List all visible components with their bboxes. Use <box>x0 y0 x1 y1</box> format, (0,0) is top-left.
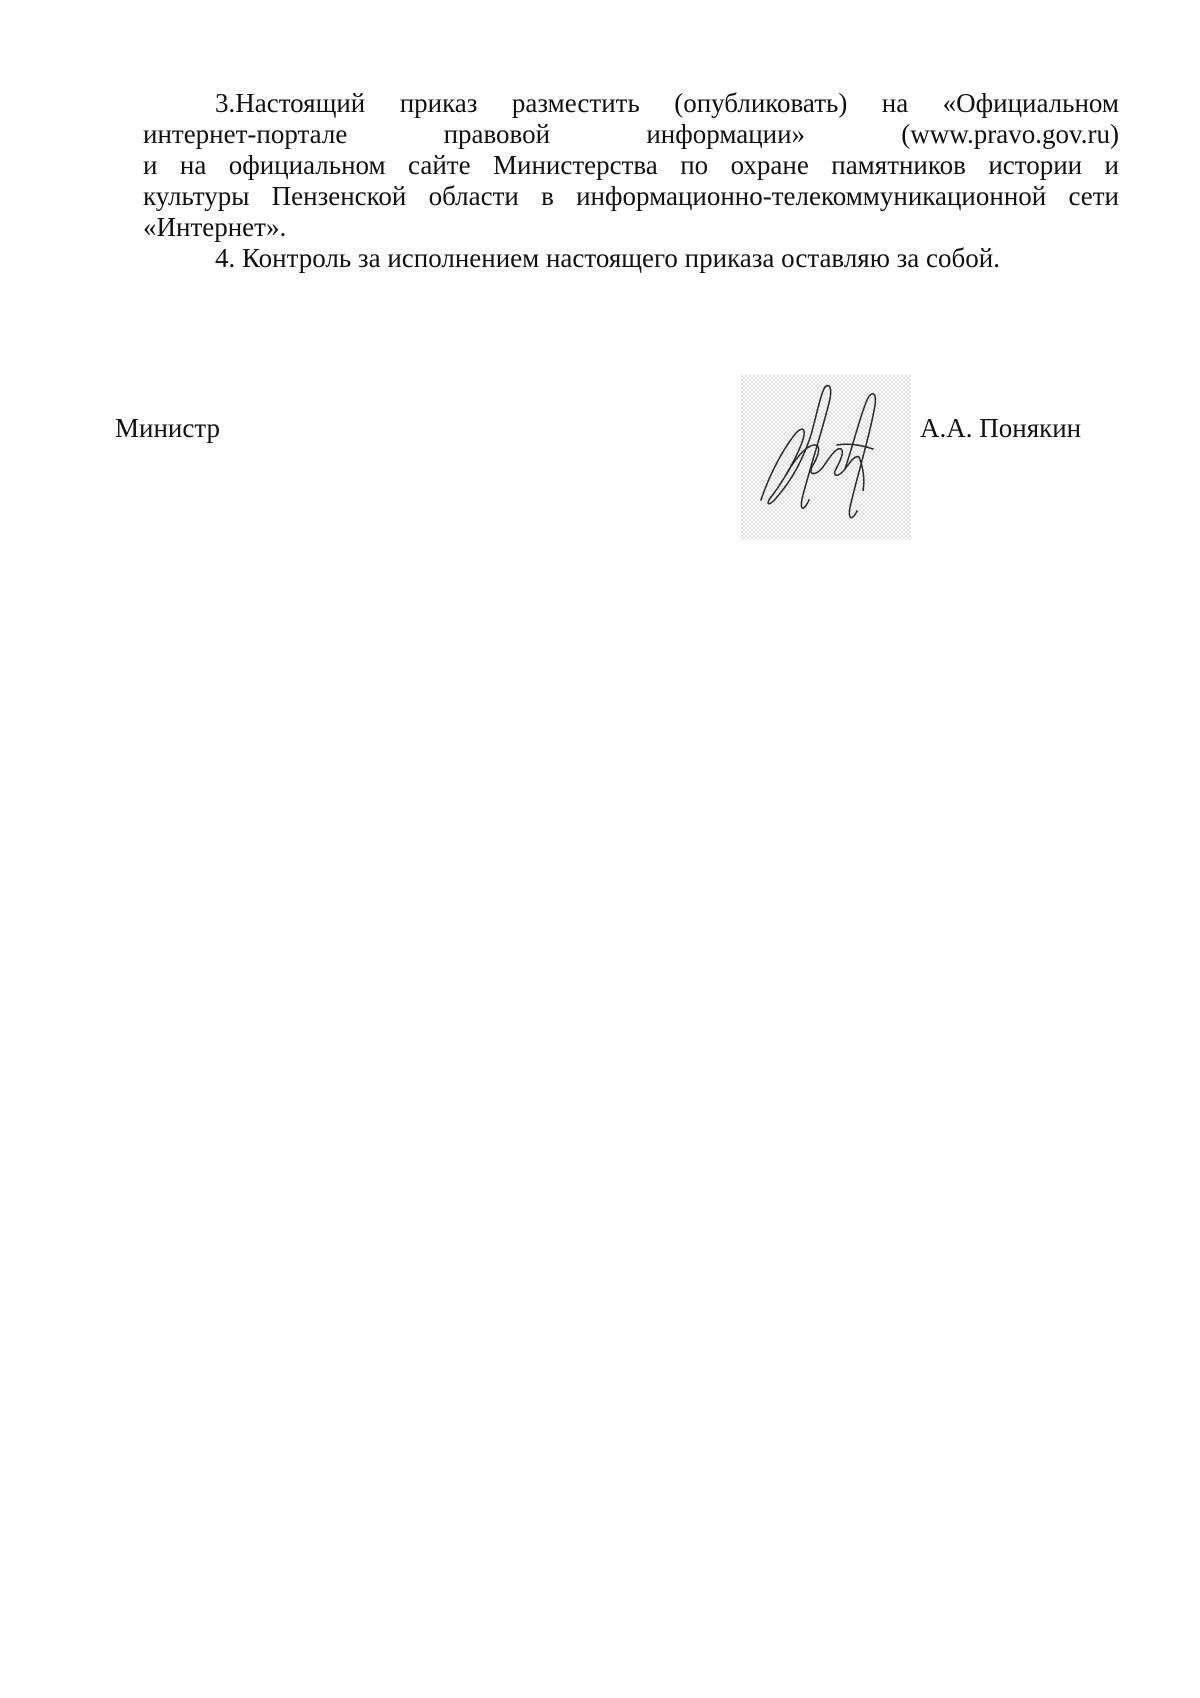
word: Министерства <box>492 150 658 180</box>
word: «Официальном <box>942 88 1119 118</box>
word: памятников <box>831 150 966 180</box>
word: 3.Настоящий <box>215 88 366 118</box>
handwritten-signature-image <box>741 375 911 540</box>
word: истории <box>988 150 1083 180</box>
word: на <box>179 150 207 180</box>
word: по <box>680 150 709 180</box>
word: сети <box>1068 181 1119 211</box>
word: официальном <box>228 150 386 180</box>
word: интернет-портале <box>143 119 348 149</box>
word: и <box>1104 150 1119 180</box>
paragraph-4-text: 4. Контроль за исполнением настоящего приказа оставляю за собой. <box>215 243 1000 273</box>
word: правовой <box>443 119 551 149</box>
signer-position: Министр <box>115 413 220 443</box>
website-url: (www.pravo.gov.ru) <box>901 119 1119 149</box>
word: области <box>428 181 519 211</box>
word: приказ <box>399 88 478 118</box>
word: Пензенской <box>271 181 407 211</box>
signer-name: А.А. Понякин <box>920 413 1082 443</box>
word: сайте <box>408 150 471 180</box>
signature-background <box>741 375 911 540</box>
word: и <box>143 150 158 180</box>
word: охране <box>730 150 809 180</box>
word: (опубликовать) <box>674 88 848 118</box>
word: в <box>541 181 554 211</box>
word: информации» <box>646 119 806 149</box>
word: «Интернет». <box>143 212 287 242</box>
word: культуры <box>143 181 250 211</box>
word: разместить <box>511 88 640 118</box>
word: на <box>881 88 909 118</box>
word: информационно-телекоммуникационной <box>576 181 1047 211</box>
